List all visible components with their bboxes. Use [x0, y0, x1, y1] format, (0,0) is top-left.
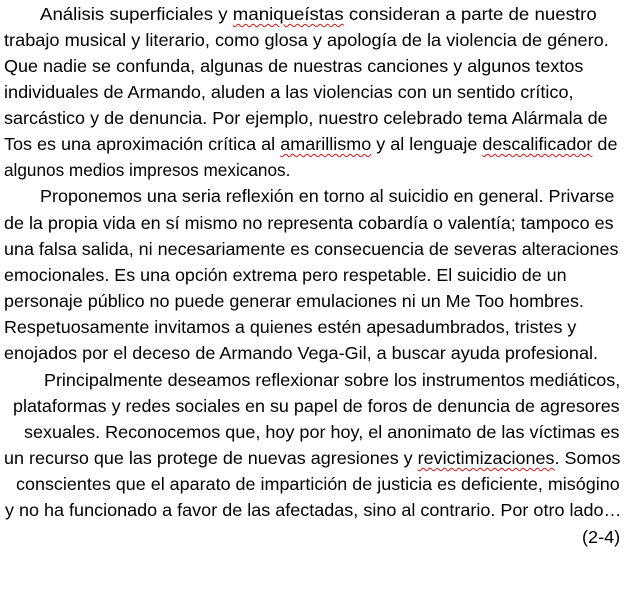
text-line: sarcástico y de denuncia. Por ejemplo, nuestro celebrado tema Alármala de — [4, 108, 608, 128]
text-line: Principalmente deseamos reflexionar sobre los instrumentos mediáticos, — [44, 370, 621, 390]
text-line: y no ha funcionado a favor de las afectadas, sino al contrario. Por otro lado… — [5, 500, 622, 520]
text-line: una falsa salida, ni necesariamente es consecuencia de severas alteraciones — [4, 239, 619, 259]
text-line: un recurso que las protege de nuevas agresiones y revictimizaciones. Somos — [4, 448, 621, 468]
text-line: Tos es una aproximación crítica al amarillismo y al lenguaje descalificador de — [4, 134, 618, 154]
misspelled-word: maniqueístas — [232, 4, 344, 24]
misspelled-word: descalificador — [482, 134, 593, 154]
text-line: personaje público no puede generar emulaciones ni un Me Too hombres. — [4, 291, 584, 311]
page-marker: (2-4) — [582, 527, 621, 547]
text-line: sexuales. Reconocemos que, hoy por hoy, el anonimato de las víctimas es — [24, 422, 620, 442]
text-line: Análisis superficiales y maniqueístas consideran a parte de nuestro — [40, 4, 597, 24]
text-line: de la propia vida en sí mismo no representa cobardía o valentía; tampoco es — [4, 213, 614, 233]
text-line: emocionales. Es una opción extrema pero respetable. El suicidio de un — [4, 265, 567, 285]
text-line: algunos medios impresos mexicanos. — [4, 160, 291, 180]
text-line: enojados por el deceso de Armando Vega-Gil, a buscar ayuda profesional. — [4, 343, 598, 363]
misspelled-word: revictimizaciones — [417, 448, 555, 468]
text-line: conscientes que el aparato de impartición de justicia es deficiente, misógino — [16, 474, 620, 494]
text-line: Respetuosamente invitamos a quienes estén apesadumbrados, tristes y — [4, 317, 577, 337]
text-line: Proponemos una seria reflexión en torno al suicidio en general. Privarse — [40, 186, 615, 206]
text-line: trabajo musical y literario, como glosa y apología de la violencia de género. — [4, 30, 609, 50]
misspelled-word: amarillismo — [280, 134, 372, 154]
text-line: individuales de Armando, aluden a las violencias con un sentido crítico, — [4, 82, 574, 102]
text-line: plataformas y redes sociales en su papel de foros de denuncia de agresores — [13, 396, 620, 416]
text-line: Que nadie se confunda, algunas de nuestras canciones y algunos textos — [4, 56, 584, 76]
